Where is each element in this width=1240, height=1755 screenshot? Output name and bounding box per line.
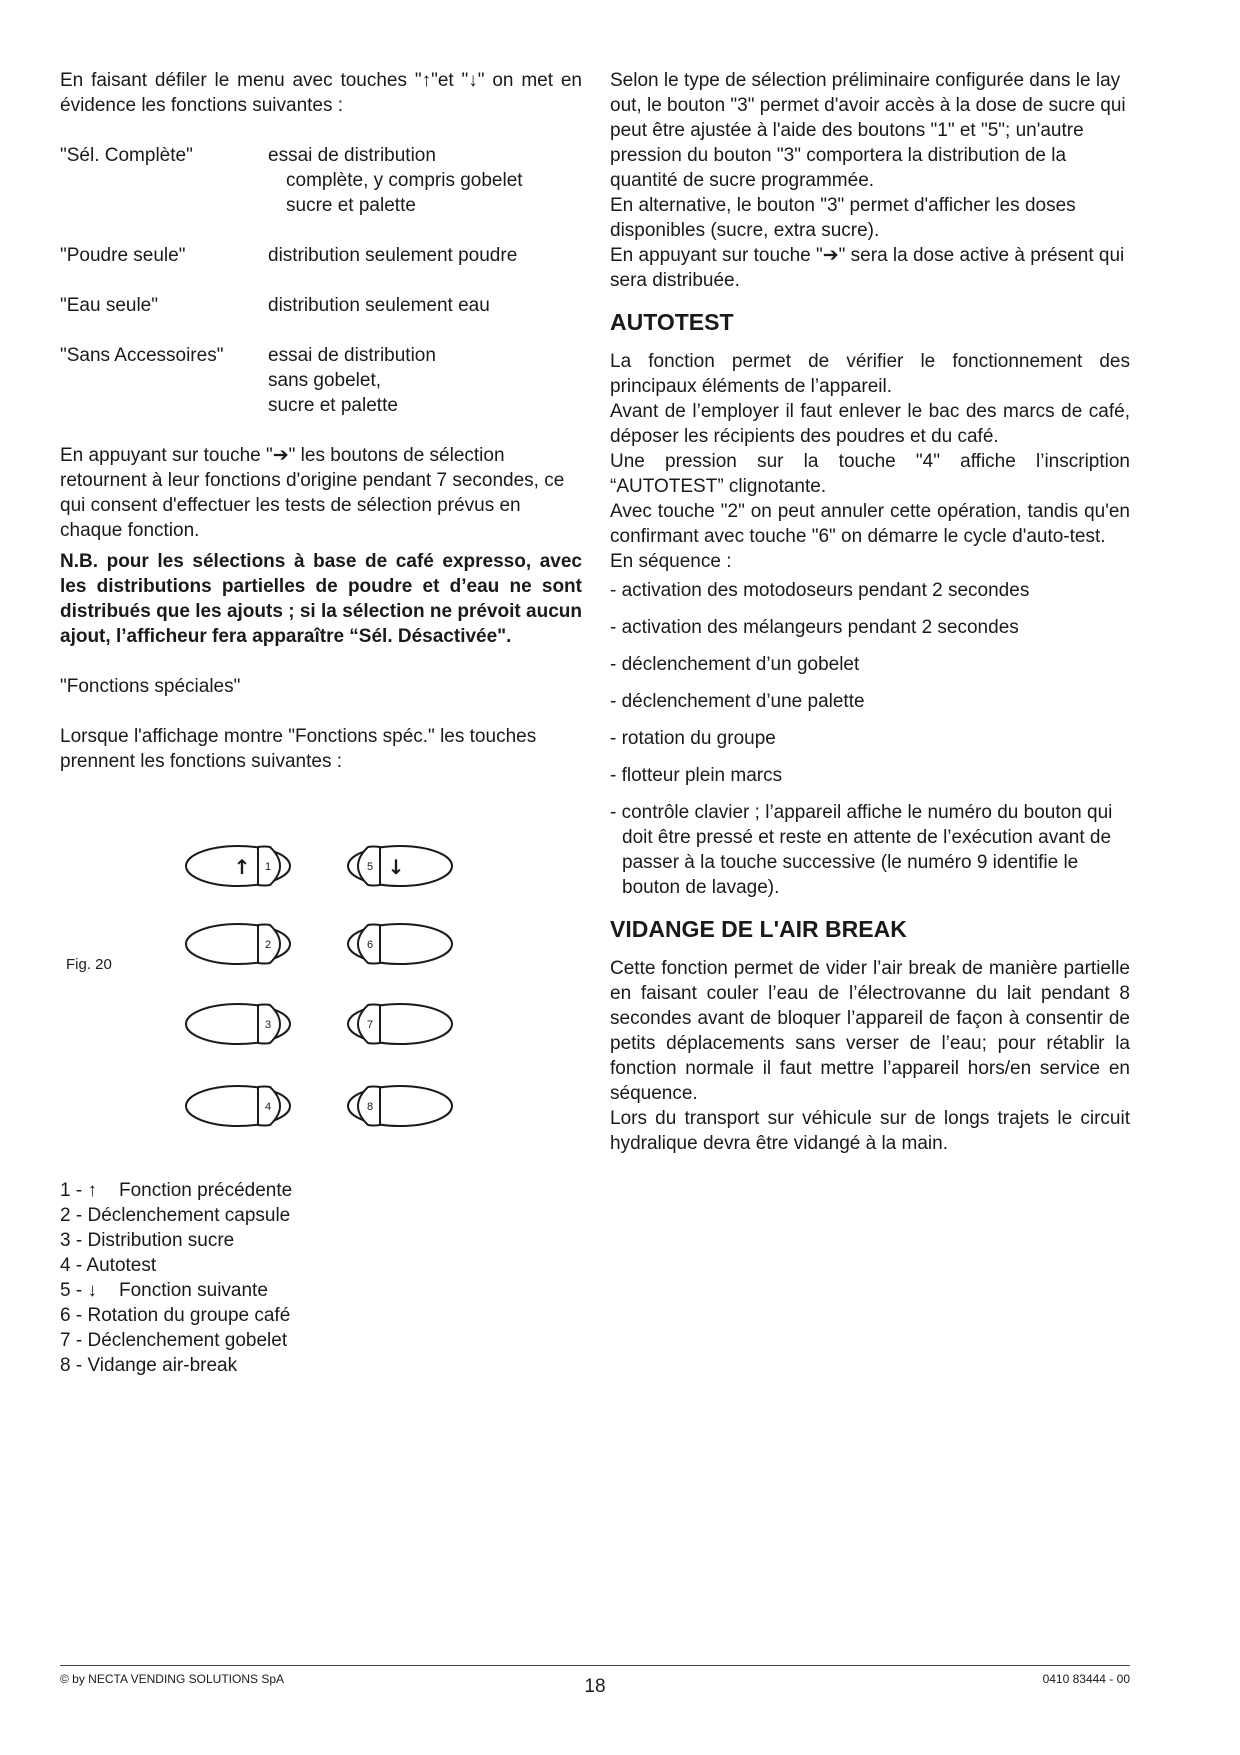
keypad-button-8 — [348, 1086, 452, 1126]
function-desc: essai de distribution sans gobelet, sucre et palette — [268, 345, 436, 416]
keypad-label-2: 2 — [264, 939, 272, 951]
keypad-button-3 — [186, 1004, 290, 1044]
sugar-paragraph: Selon le type de sélection préliminaire configurée dans le lay out, le bouton "3" permet d'avoir accès à la dose de sucre qui peut être ajustée à l'aide des boutons "1" et "5"; un'autre pression du bouton "3" comportera la distribution de la quantité de sucre programmée. — [610, 70, 1126, 191]
airbreak-paragraph: Cette fonction permet de vider l’air break de manière partielle en faisant couler l’eau de l’électrovanne du lait pendant 8 secondes avant de bloquer l’appareil de façon à consentir de petits déplacements sans verser de l’eau; pour rétablir la fonction normale il faut mettre l’appareil hors/en service en séquence. — [610, 958, 1130, 1104]
autotest-heading: AUTOTEST — [610, 309, 734, 335]
keypad-button-2 — [186, 924, 290, 964]
function-desc: essai de distribution complète, y compris gobelet sucre et palette — [268, 145, 523, 216]
sugar-paragraph: En appuyant sur touche "➔" sera la dose active à présent qui sera distribuée. — [610, 245, 1125, 291]
function-term: "Poudre seule" — [60, 245, 186, 266]
document-code: 0410 83444 - 00 — [1042, 1672, 1130, 1686]
legend-item: 7 - Déclenchement gobelet — [60, 1330, 288, 1351]
sugar-paragraph: En alternative, le bouton "3" permet d'afficher les doses disponibles (sucre, extra sucre). — [610, 195, 1076, 241]
airbreak-paragraph: Lors du transport sur véhicule sur de longs trajets le circuit hydralique devra être vidangé à la main. — [610, 1108, 1130, 1154]
legend-item: 8 - Vidange air-break — [60, 1355, 238, 1376]
footer-copyright: © by NECTA VENDING SOLUTIONS SpA — [60, 1672, 285, 1686]
function-term: "Sél. Complète" — [60, 145, 193, 166]
arrow-down-icon: ↓ — [387, 855, 405, 879]
function-sans-accessoires — [60, 343, 582, 418]
arrow-down-icon: ↓ — [87, 1280, 97, 1301]
arrow-down-icon: ↓ — [468, 70, 478, 91]
legend-item: 5 - ↓ Fonction suivante — [60, 1280, 268, 1301]
autotest-step: - déclenchement d’une palette — [610, 691, 865, 712]
special-functions-intro: Lorsque l'affichage montre "Fonctions spéc." les touches prennent les fonctions suivantes : — [60, 726, 537, 772]
function-desc: distribution seulement poudre — [268, 245, 518, 266]
left-column — [60, 68, 582, 774]
keypad-button-7 — [348, 1004, 452, 1044]
autotest-step: - contrôle clavier ; l’appareil affiche le numéro du bouton qui doit être pressé et reste en attente de l’exécution avant de passer à la touche successive (le numéro 9 identifie le bouton de lavage). — [610, 802, 1113, 898]
page-number: 18 — [584, 1676, 606, 1697]
special-functions-title: "Fonctions spéciales" — [60, 676, 241, 697]
function-term: "Eau seule" — [60, 295, 158, 316]
autotest-step: - activation des mélangeurs pendant 2 secondes — [610, 617, 1019, 638]
keypad-label-7: 7 — [366, 1019, 374, 1031]
autotest-paragraph: La fonction permet de vérifier le fonctionnement des principaux éléments de l’appareil. — [610, 351, 1130, 397]
arrow-right-icon: ➔ — [272, 445, 289, 466]
autotest-step: - activation des motodoseurs pendant 2 secondes — [610, 580, 1030, 601]
keypad-label-4: 4 — [264, 1101, 272, 1113]
autotest-paragraph: En séquence : — [610, 551, 732, 572]
arrow-up-icon: ↑ — [87, 1180, 97, 1201]
arrow-right-icon: ➔ — [822, 245, 839, 266]
function-sel-complete — [60, 143, 582, 218]
keypad-label-1: 1 — [264, 861, 272, 873]
legend-item: 2 - Déclenchement capsule — [60, 1205, 291, 1226]
autotest-step: - flotteur plein marcs — [610, 765, 783, 786]
keypad-label-3: 3 — [264, 1019, 272, 1031]
autotest-paragraph: Avec touche "2" on peut annuler cette opération, tandis qu'en confirmant avec touche "6" on démarre le cycle d'auto-test. — [610, 501, 1130, 547]
legend-item: 3 - Distribution sucre — [60, 1230, 235, 1251]
legend-item: 4 - Autotest — [60, 1255, 157, 1276]
keypad-legend — [60, 1178, 292, 1378]
function-term: "Sans Accessoires" — [60, 345, 224, 366]
autotest-paragraph: Avant de l’employer il faut enlever le bac des marcs de café, déposer les récipients des poudres et du café. — [610, 401, 1130, 447]
autotest-step: - déclenchement d’un gobelet — [610, 654, 860, 675]
keypad-button-6 — [348, 924, 452, 964]
legend-item: 1 - ↑ Fonction précédente — [60, 1180, 293, 1201]
keypad-label-6: 6 — [366, 939, 374, 951]
return-note: En appuyant sur touche "➔" les boutons de sélection retournent à leur fonctions d'origine pendant 7 secondes, ce qui consent d'effectuer les tests de sélection prévus en chaque fonction. — [60, 445, 565, 541]
figure-20 — [60, 836, 530, 1136]
keypad-label-8: 8 — [366, 1101, 374, 1113]
nb-note: N.B. pour les sélections à base de café expresso, avec les distributions partielles de poudre et d’eau ne sont distribués que les ajouts ; si la sélection ne prévoit aucun ajout, l’afficheur fera apparaître “Sél. Désactivée". — [60, 551, 582, 647]
arrow-up-icon: ↑ — [421, 70, 432, 91]
function-desc: distribution seulement eau — [268, 295, 490, 316]
arrow-up-icon: ↑ — [233, 855, 251, 879]
footer-divider — [60, 1665, 1130, 1666]
keypad-button-4 — [186, 1086, 290, 1126]
right-column — [610, 68, 1130, 1156]
menu-intro: En faisant défiler le menu avec touches "↑"et "↓" on met en évidence les fonctions suivantes : — [60, 70, 582, 116]
airbreak-heading: VIDANGE DE L'AIR BREAK — [610, 916, 907, 942]
keypad-label-5: 5 — [366, 861, 374, 873]
autotest-step: - rotation du groupe — [610, 728, 776, 749]
legend-item: 6 - Rotation du groupe café — [60, 1305, 291, 1326]
function-eau-seule — [60, 293, 582, 318]
figure-label: Fig. 20 — [66, 956, 112, 973]
keypad-diagram — [170, 836, 480, 1136]
autotest-paragraph: Une pression sur la touche "4" affiche l’inscription “AUTOTEST” clignotante. — [610, 451, 1130, 497]
function-poudre-seule — [60, 243, 582, 268]
